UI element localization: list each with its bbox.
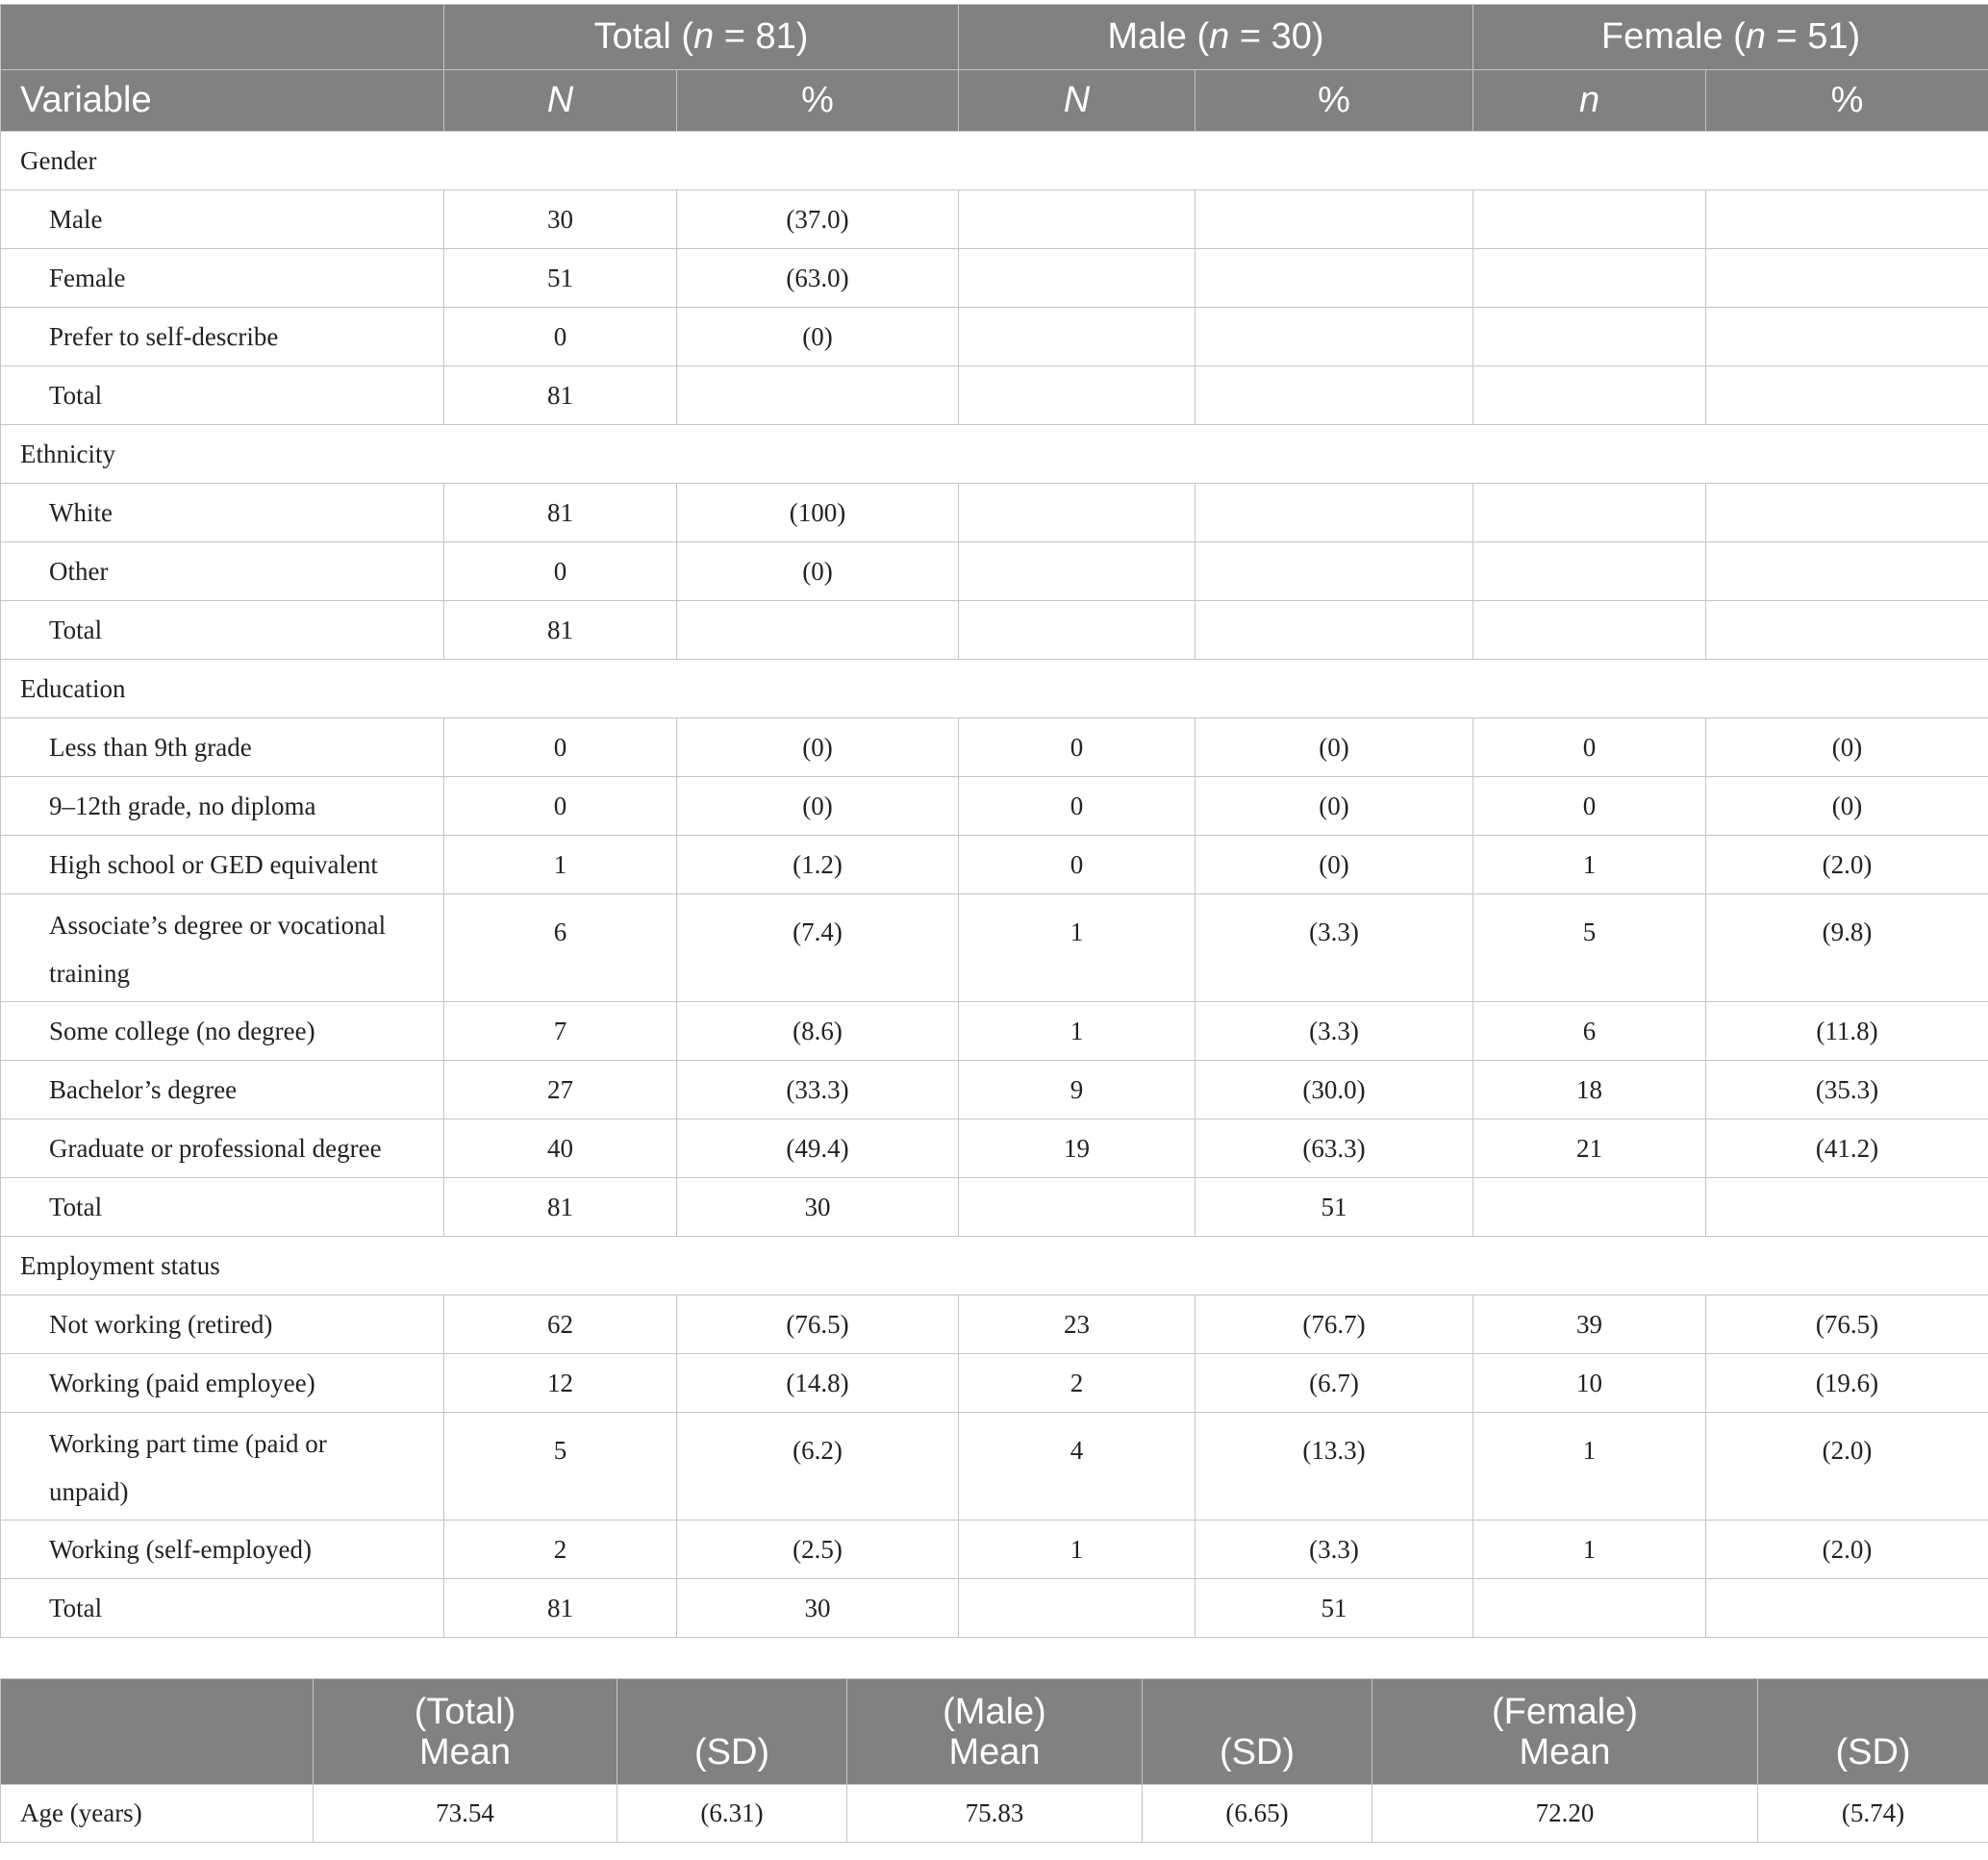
female-n-cell: 6 [1473,1002,1706,1061]
row-label: Total [1,601,444,660]
male-pct-cell [1195,249,1473,308]
row-label: Working part time (paid or unpaid) [1,1413,444,1521]
female-n-cell [1473,601,1706,660]
male-n-cell: 23 [959,1295,1195,1354]
total-pct-cell: (0) [677,542,959,601]
total-n-cell: 81 [444,1579,677,1638]
female-pct-cell: (41.2) [1706,1119,1988,1178]
row-label: Working (paid employee) [1,1354,444,1413]
female-pct-cell: (2.0) [1706,1413,1988,1521]
male-n-cell: 0 [959,777,1195,836]
section-title: Employment status [1,1237,1988,1295]
total-pct-cell: 30 [677,1579,959,1638]
male-n-cell: 1 [959,1521,1195,1579]
row-label: High school or GED equivalent [1,836,444,894]
table-row [1,484,1988,542]
male-n-cell: 19 [959,1119,1195,1178]
total-n-cell: 27 [444,1061,677,1119]
table-row [1,1295,1988,1354]
total-n-cell: 0 [444,308,677,366]
total-n-cell: 2 [444,1521,677,1579]
row-label: Other [1,542,444,601]
group-header-row [1,5,1988,70]
table-row [1,1002,1988,1061]
total-pct-cell: (8.6) [677,1002,959,1061]
total-n-cell: 0 [444,542,677,601]
row-label: Some college (no degree) [1,1002,444,1061]
female-n-cell [1473,308,1706,366]
total-n-cell: 0 [444,777,677,836]
total-n-cell: 6 [444,894,677,1002]
total-pct-cell: (0) [677,308,959,366]
table-row [1,718,1988,777]
female-n-cell: 0 [1473,777,1706,836]
female-n-cell: 5 [1473,894,1706,1002]
male-pct-cell: (0) [1195,777,1473,836]
female-n-cell: 0 [1473,718,1706,777]
total-pct-cell: (2.5) [677,1521,959,1579]
age-row [1,1785,1988,1843]
table-row [1,601,1988,660]
female-pct-cell: (35.3) [1706,1061,1988,1119]
female-pct-cell [1706,1579,1988,1638]
section-title: Gender [1,132,1988,190]
total-pct-cell: (0) [677,777,959,836]
male-n-cell [959,190,1195,249]
total-pct-cell: (7.4) [677,894,959,1002]
female-n-cell: 1 [1473,1521,1706,1579]
section-row [1,1237,1988,1295]
section-row [1,425,1988,484]
total-n-cell: 62 [444,1295,677,1354]
total-n-cell: 81 [444,1178,677,1237]
male-n-cell [959,308,1195,366]
male-n-cell: 2 [959,1354,1195,1413]
male-pct-cell: 51 [1195,1579,1473,1638]
female-n-cell [1473,249,1706,308]
male-n-cell: 0 [959,718,1195,777]
female-pct-cell [1706,601,1988,660]
table-row [1,1119,1988,1178]
row-label: 9–12th grade, no diploma [1,777,444,836]
total-n-cell: 51 [444,249,677,308]
total-n-cell: 0 [444,718,677,777]
male-pct-cell: (63.3) [1195,1119,1473,1178]
row-label: Total [1,366,444,425]
male-pct-cell: (0) [1195,836,1473,894]
total-n-cell: 40 [444,1119,677,1178]
male-n-cell [959,249,1195,308]
female-n-header: n [1473,70,1706,132]
male-pct-cell [1195,542,1473,601]
age-header-row [1,1679,1988,1785]
male-n-cell: 4 [959,1413,1195,1521]
total-pct-cell: (33.3) [677,1061,959,1119]
total-n-cell: 12 [444,1354,677,1413]
total-n-cell: 81 [444,484,677,542]
female-n-cell [1473,542,1706,601]
male-n-cell: 0 [959,836,1195,894]
male-n-cell: 1 [959,1002,1195,1061]
table-row [1,1521,1988,1579]
female-n-cell [1473,1579,1706,1638]
age-male-sd-header: (SD) [1143,1679,1372,1785]
age-male-mean: 75.83 [847,1785,1143,1843]
female-pct-cell: (9.8) [1706,894,1988,1002]
age-table [0,1678,1988,1843]
row-label: Total [1,1178,444,1237]
male-pct-cell [1195,484,1473,542]
female-pct-cell [1706,1178,1988,1237]
table-row [1,1178,1988,1237]
male-group-header: Male (n = 30) [959,5,1473,70]
male-pct-cell: (76.7) [1195,1295,1473,1354]
female-pct-cell: (2.0) [1706,836,1988,894]
male-n-cell [959,484,1195,542]
female-n-cell [1473,484,1706,542]
row-label: Less than 9th grade [1,718,444,777]
female-pct-cell: (76.5) [1706,1295,1988,1354]
male-pct-cell [1195,601,1473,660]
male-pct-cell [1195,308,1473,366]
row-label: Female [1,249,444,308]
female-pct-cell [1706,249,1988,308]
female-n-cell: 21 [1473,1119,1706,1178]
section-row [1,132,1988,190]
female-n-cell: 1 [1473,1413,1706,1521]
section-title: Education [1,660,1988,718]
table-row [1,1061,1988,1119]
female-pct-cell: (11.8) [1706,1002,1988,1061]
male-pct-cell [1195,190,1473,249]
female-group-header: Female (n = 51) [1473,5,1988,70]
female-pct-cell: (19.6) [1706,1354,1988,1413]
male-n-cell [959,1178,1195,1237]
female-pct-cell [1706,308,1988,366]
age-male-sd: (6.65) [1143,1785,1372,1843]
age-total-mean-header: (Total) Mean [314,1679,617,1785]
age-female-sd: (5.74) [1758,1785,1988,1843]
table-row [1,777,1988,836]
row-label: Prefer to self-describe [1,308,444,366]
male-pct-cell: (30.0) [1195,1061,1473,1119]
female-n-cell: 10 [1473,1354,1706,1413]
table-row [1,1579,1988,1638]
age-female-mean-header: (Female) Mean [1372,1679,1758,1785]
male-n-cell [959,1579,1195,1638]
female-pct-cell: (2.0) [1706,1521,1988,1579]
total-n-cell: 1 [444,836,677,894]
male-n-cell [959,601,1195,660]
row-label: Male [1,190,444,249]
table-row [1,894,1988,1002]
table-row [1,1354,1988,1413]
age-total-mean: 73.54 [314,1785,617,1843]
total-pct-cell: (63.0) [677,249,959,308]
male-n-cell: 1 [959,894,1195,1002]
age-header-blank-cell [1,1679,314,1785]
row-label: Not working (retired) [1,1295,444,1354]
row-label: White [1,484,444,542]
total-pct-cell: (0) [677,718,959,777]
male-pct-cell: (3.3) [1195,1521,1473,1579]
female-n-cell [1473,366,1706,425]
female-pct-cell: (0) [1706,718,1988,777]
male-n-header: N [959,70,1195,132]
row-label: Working (self-employed) [1,1521,444,1579]
male-pct-header: % [1195,70,1473,132]
female-n-cell [1473,190,1706,249]
total-pct-cell [677,366,959,425]
total-pct-cell: (6.2) [677,1413,959,1521]
male-n-cell: 9 [959,1061,1195,1119]
total-n-cell: 5 [444,1413,677,1521]
demographics-table [0,4,1988,1638]
table-row [1,366,1988,425]
total-group-header: Total (n = 81) [444,5,959,70]
total-pct-header: % [677,70,959,132]
total-n-cell: 81 [444,366,677,425]
total-n-cell: 30 [444,190,677,249]
male-pct-cell: (13.3) [1195,1413,1473,1521]
male-n-cell [959,366,1195,425]
row-label: Associate’s degree or vocational training [1,894,444,1002]
female-pct-cell [1706,542,1988,601]
demographics-body [1,132,1988,1638]
total-pct-cell: (100) [677,484,959,542]
total-n-header: N [444,70,677,132]
table-row [1,542,1988,601]
age-male-mean-header: (Male) Mean [847,1679,1143,1785]
female-n-cell: 1 [1473,836,1706,894]
row-label: Total [1,1579,444,1638]
total-pct-cell: 30 [677,1178,959,1237]
row-label: Bachelor’s degree [1,1061,444,1119]
row-label: Graduate or professional degree [1,1119,444,1178]
age-label: Age (years) [1,1785,314,1843]
total-n-cell: 7 [444,1002,677,1061]
total-pct-cell [677,601,959,660]
male-pct-cell: (6.7) [1195,1354,1473,1413]
age-female-sd-header: (SD) [1758,1679,1988,1785]
header-blank-cell [1,5,444,70]
female-n-cell [1473,1178,1706,1237]
section-title: Ethnicity [1,425,1988,484]
male-pct-cell: (3.3) [1195,1002,1473,1061]
female-pct-cell: (0) [1706,777,1988,836]
male-n-cell [959,542,1195,601]
female-pct-header: % [1706,70,1988,132]
table-row [1,1413,1988,1521]
total-pct-cell: (14.8) [677,1354,959,1413]
total-pct-cell: (49.4) [677,1119,959,1178]
age-total-sd-header: (SD) [617,1679,847,1785]
male-pct-cell [1195,366,1473,425]
total-pct-cell: (37.0) [677,190,959,249]
variable-header: Variable [1,70,444,132]
table-row [1,308,1988,366]
female-pct-cell [1706,366,1988,425]
total-pct-cell: (76.5) [677,1295,959,1354]
female-pct-cell [1706,484,1988,542]
table-row [1,190,1988,249]
female-n-cell: 39 [1473,1295,1706,1354]
male-pct-cell: 51 [1195,1178,1473,1237]
age-total-sd: (6.31) [617,1785,847,1843]
table-row [1,836,1988,894]
section-row [1,660,1988,718]
male-pct-cell: (3.3) [1195,894,1473,1002]
age-female-mean: 72.20 [1372,1785,1758,1843]
column-header-row [1,70,1988,132]
female-n-cell: 18 [1473,1061,1706,1119]
male-pct-cell: (0) [1195,718,1473,777]
total-n-cell: 81 [444,601,677,660]
total-pct-cell: (1.2) [677,836,959,894]
female-pct-cell [1706,190,1988,249]
table-row [1,249,1988,308]
